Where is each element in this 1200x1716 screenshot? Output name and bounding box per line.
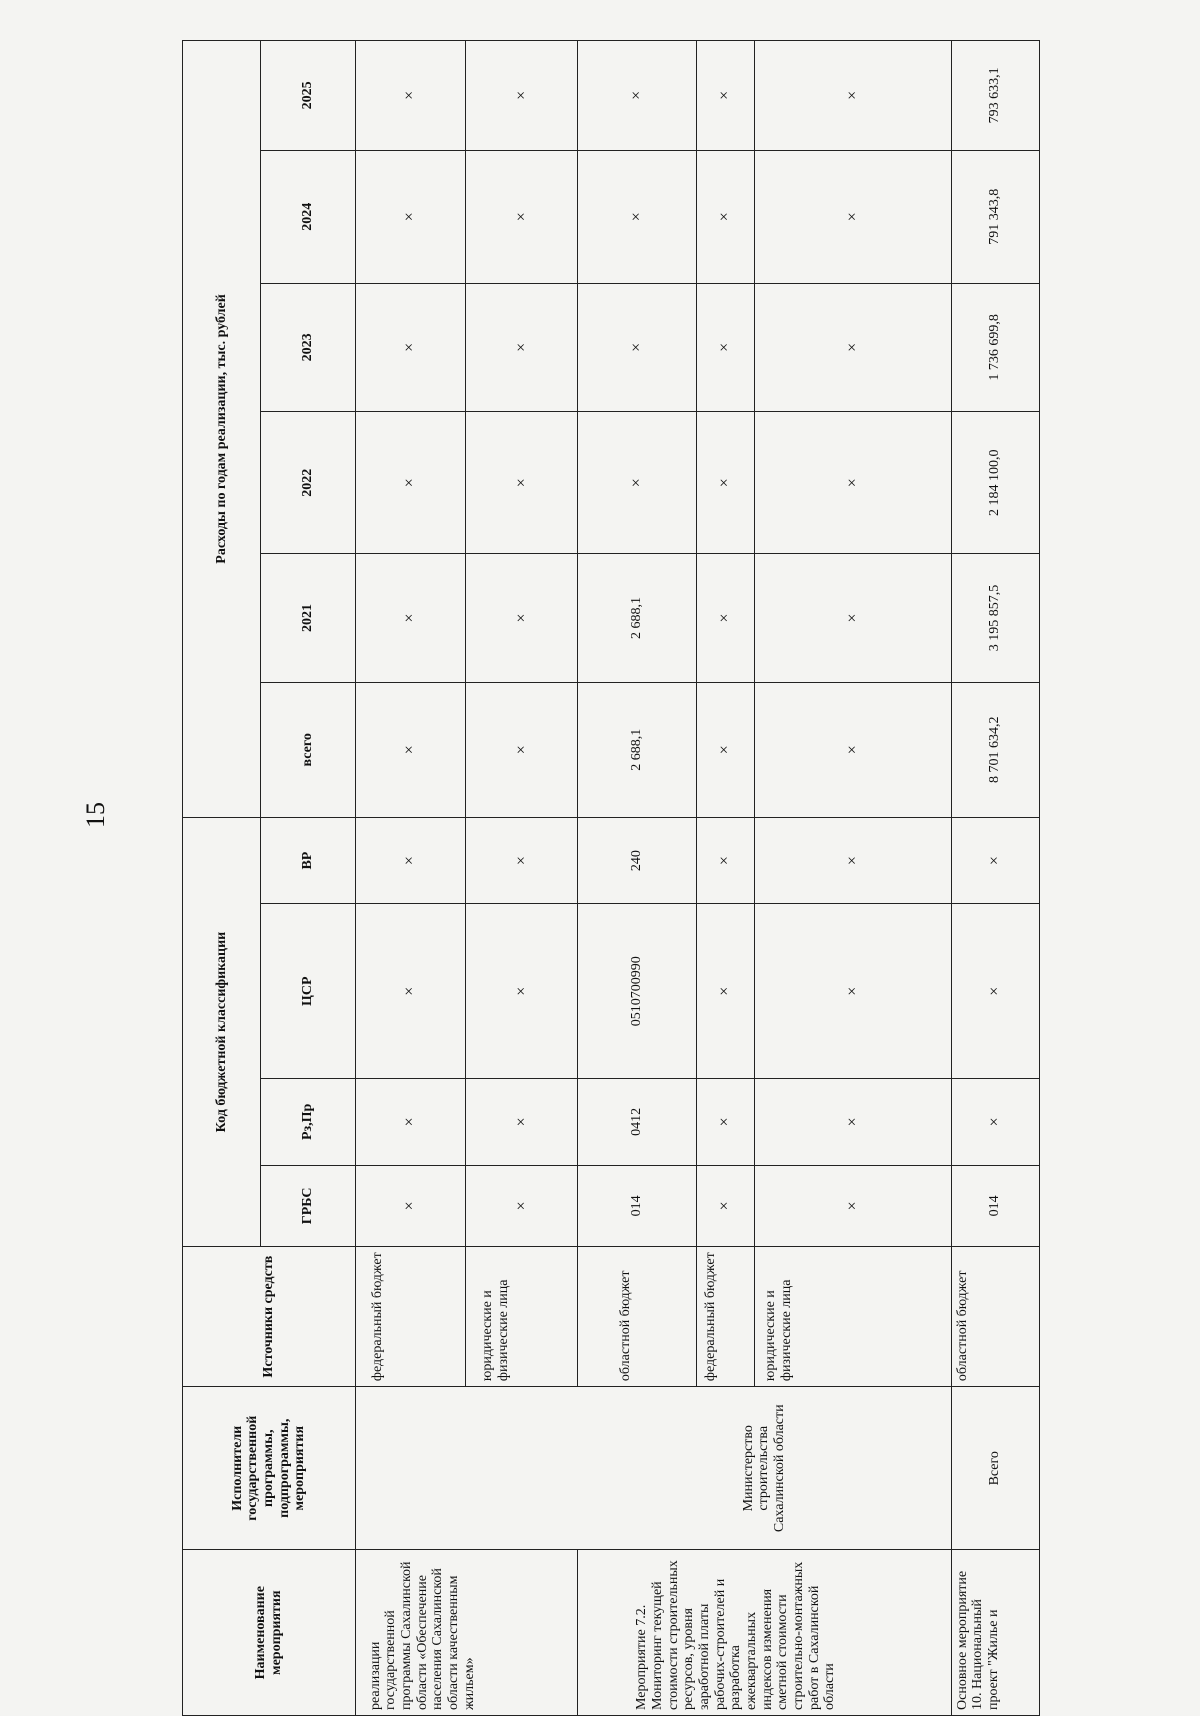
y2025-cell: × <box>578 41 696 151</box>
source: областной бюджет <box>951 1247 1039 1387</box>
y2024-cell: × <box>696 150 754 283</box>
total-cell: × <box>355 682 465 817</box>
grbs-cell: × <box>355 1165 465 1247</box>
executor: Министерство строительства Сахалинской области <box>578 1387 951 1550</box>
rzpr-cell: × <box>951 1079 1039 1165</box>
activity-name: реализации государственной программы Сахалинской области «Обеспечение населения Сахалинской области качественным жильем» <box>355 1550 578 1716</box>
csr-cell: 0510700990 <box>578 904 696 1079</box>
header-sources: Источники средств <box>183 1247 356 1387</box>
y2024-cell: × <box>754 150 951 283</box>
executor <box>355 1387 578 1550</box>
grbs-cell: 014 <box>951 1165 1039 1247</box>
y2023-cell: × <box>578 283 696 411</box>
y2021-cell: × <box>754 554 951 682</box>
table-row <box>951 41 1039 1716</box>
budget-table <box>182 40 1040 1716</box>
y2024-cell: × <box>355 150 465 283</box>
header-2025: 2025 <box>261 41 355 151</box>
rzpr-cell: 0412 <box>578 1079 696 1165</box>
header-2021: 2021 <box>261 554 355 682</box>
total-cell: × <box>696 682 754 817</box>
y2025-cell: × <box>754 41 951 151</box>
y2023-cell: × <box>465 283 577 411</box>
y2023-cell: × <box>754 283 951 411</box>
y2021-cell: 2 688,1 <box>578 554 696 682</box>
grbs-cell: × <box>696 1165 754 1247</box>
header-2023: 2023 <box>261 283 355 411</box>
source: федеральный бюджет <box>696 1247 754 1387</box>
y2023-cell: × <box>696 283 754 411</box>
y2022-cell: × <box>754 412 951 554</box>
vr-cell: × <box>696 817 754 903</box>
rzpr-cell: × <box>465 1079 577 1165</box>
rzpr-cell: × <box>355 1079 465 1165</box>
vr-cell: 240 <box>578 817 696 903</box>
y2025-cell: × <box>465 41 577 151</box>
header-expenses: Расходы по годам реализации, тыс. рублей <box>183 41 261 818</box>
y2024-cell: 791 343,8 <box>951 150 1039 283</box>
y2025-cell: × <box>355 41 465 151</box>
header-vr: ВР <box>261 817 355 903</box>
header-grbs: ГРБС <box>261 1165 355 1247</box>
grbs-cell: × <box>754 1165 951 1247</box>
y2023-cell: 1 736 699,8 <box>951 283 1039 411</box>
source: юридические и физические лица <box>465 1247 577 1387</box>
source: областной бюджет <box>578 1247 696 1387</box>
y2021-cell: × <box>355 554 465 682</box>
header-total: всего <box>261 682 355 817</box>
y2024-cell: × <box>465 150 577 283</box>
vr-cell: × <box>465 817 577 903</box>
grbs-cell: 014 <box>578 1165 696 1247</box>
table-row <box>355 41 465 1716</box>
header-budget-code: Код бюджетной классификации <box>183 817 261 1246</box>
total-cell: 2 688,1 <box>578 682 696 817</box>
header-executors: Исполнители государственной программы, подпрограммы, мероприятия <box>183 1387 356 1550</box>
y2022-cell: × <box>696 412 754 554</box>
header-2024: 2024 <box>261 150 355 283</box>
y2022-cell: × <box>355 412 465 554</box>
activity-name: Основное мероприятие 10. Национальный проект "Жилье и <box>951 1550 1039 1716</box>
source: федеральный бюджет <box>355 1247 465 1387</box>
total-cell: × <box>465 682 577 817</box>
header-2022: 2022 <box>261 412 355 554</box>
y2022-cell: × <box>578 412 696 554</box>
header-csr: ЦСР <box>261 904 355 1079</box>
y2024-cell: × <box>578 150 696 283</box>
y2022-cell: 2 184 100,0 <box>951 412 1039 554</box>
y2021-cell: × <box>465 554 577 682</box>
vr-cell: × <box>951 817 1039 903</box>
executor: Всего <box>951 1387 1039 1550</box>
y2022-cell: × <box>465 412 577 554</box>
csr-cell: × <box>355 904 465 1079</box>
y2021-cell: 3 195 857,5 <box>951 554 1039 682</box>
activity-name: Мероприятие 7.2. Мониторинг текущей стоимости строительных ресурсов, уровня заработной платы рабочих-строителей и разработка ежеквартальных индексов изменения сметной стоимости строительно-монтажных работ в Сахалинской области <box>578 1550 951 1716</box>
csr-cell: × <box>754 904 951 1079</box>
header-name: Наименование мероприятия <box>183 1550 356 1716</box>
vr-cell: × <box>754 817 951 903</box>
rzpr-cell: × <box>696 1079 754 1165</box>
rzpr-cell: × <box>754 1079 951 1165</box>
csr-cell: × <box>951 904 1039 1079</box>
vr-cell: × <box>355 817 465 903</box>
y2023-cell: × <box>355 283 465 411</box>
y2025-cell: × <box>696 41 754 151</box>
y2025-cell: 793 633,1 <box>951 41 1039 151</box>
y2021-cell: × <box>696 554 754 682</box>
total-cell: 8 701 634,2 <box>951 682 1039 817</box>
budget-table-rotated <box>182 40 1040 1716</box>
csr-cell: × <box>696 904 754 1079</box>
table-row <box>578 41 696 1716</box>
total-cell: × <box>754 682 951 817</box>
header-rzpr: Рз,Пр <box>261 1079 355 1165</box>
page-number: 15 <box>81 802 110 828</box>
csr-cell: × <box>465 904 577 1079</box>
source: юридические и физические лица <box>754 1247 951 1387</box>
grbs-cell: × <box>465 1165 577 1247</box>
